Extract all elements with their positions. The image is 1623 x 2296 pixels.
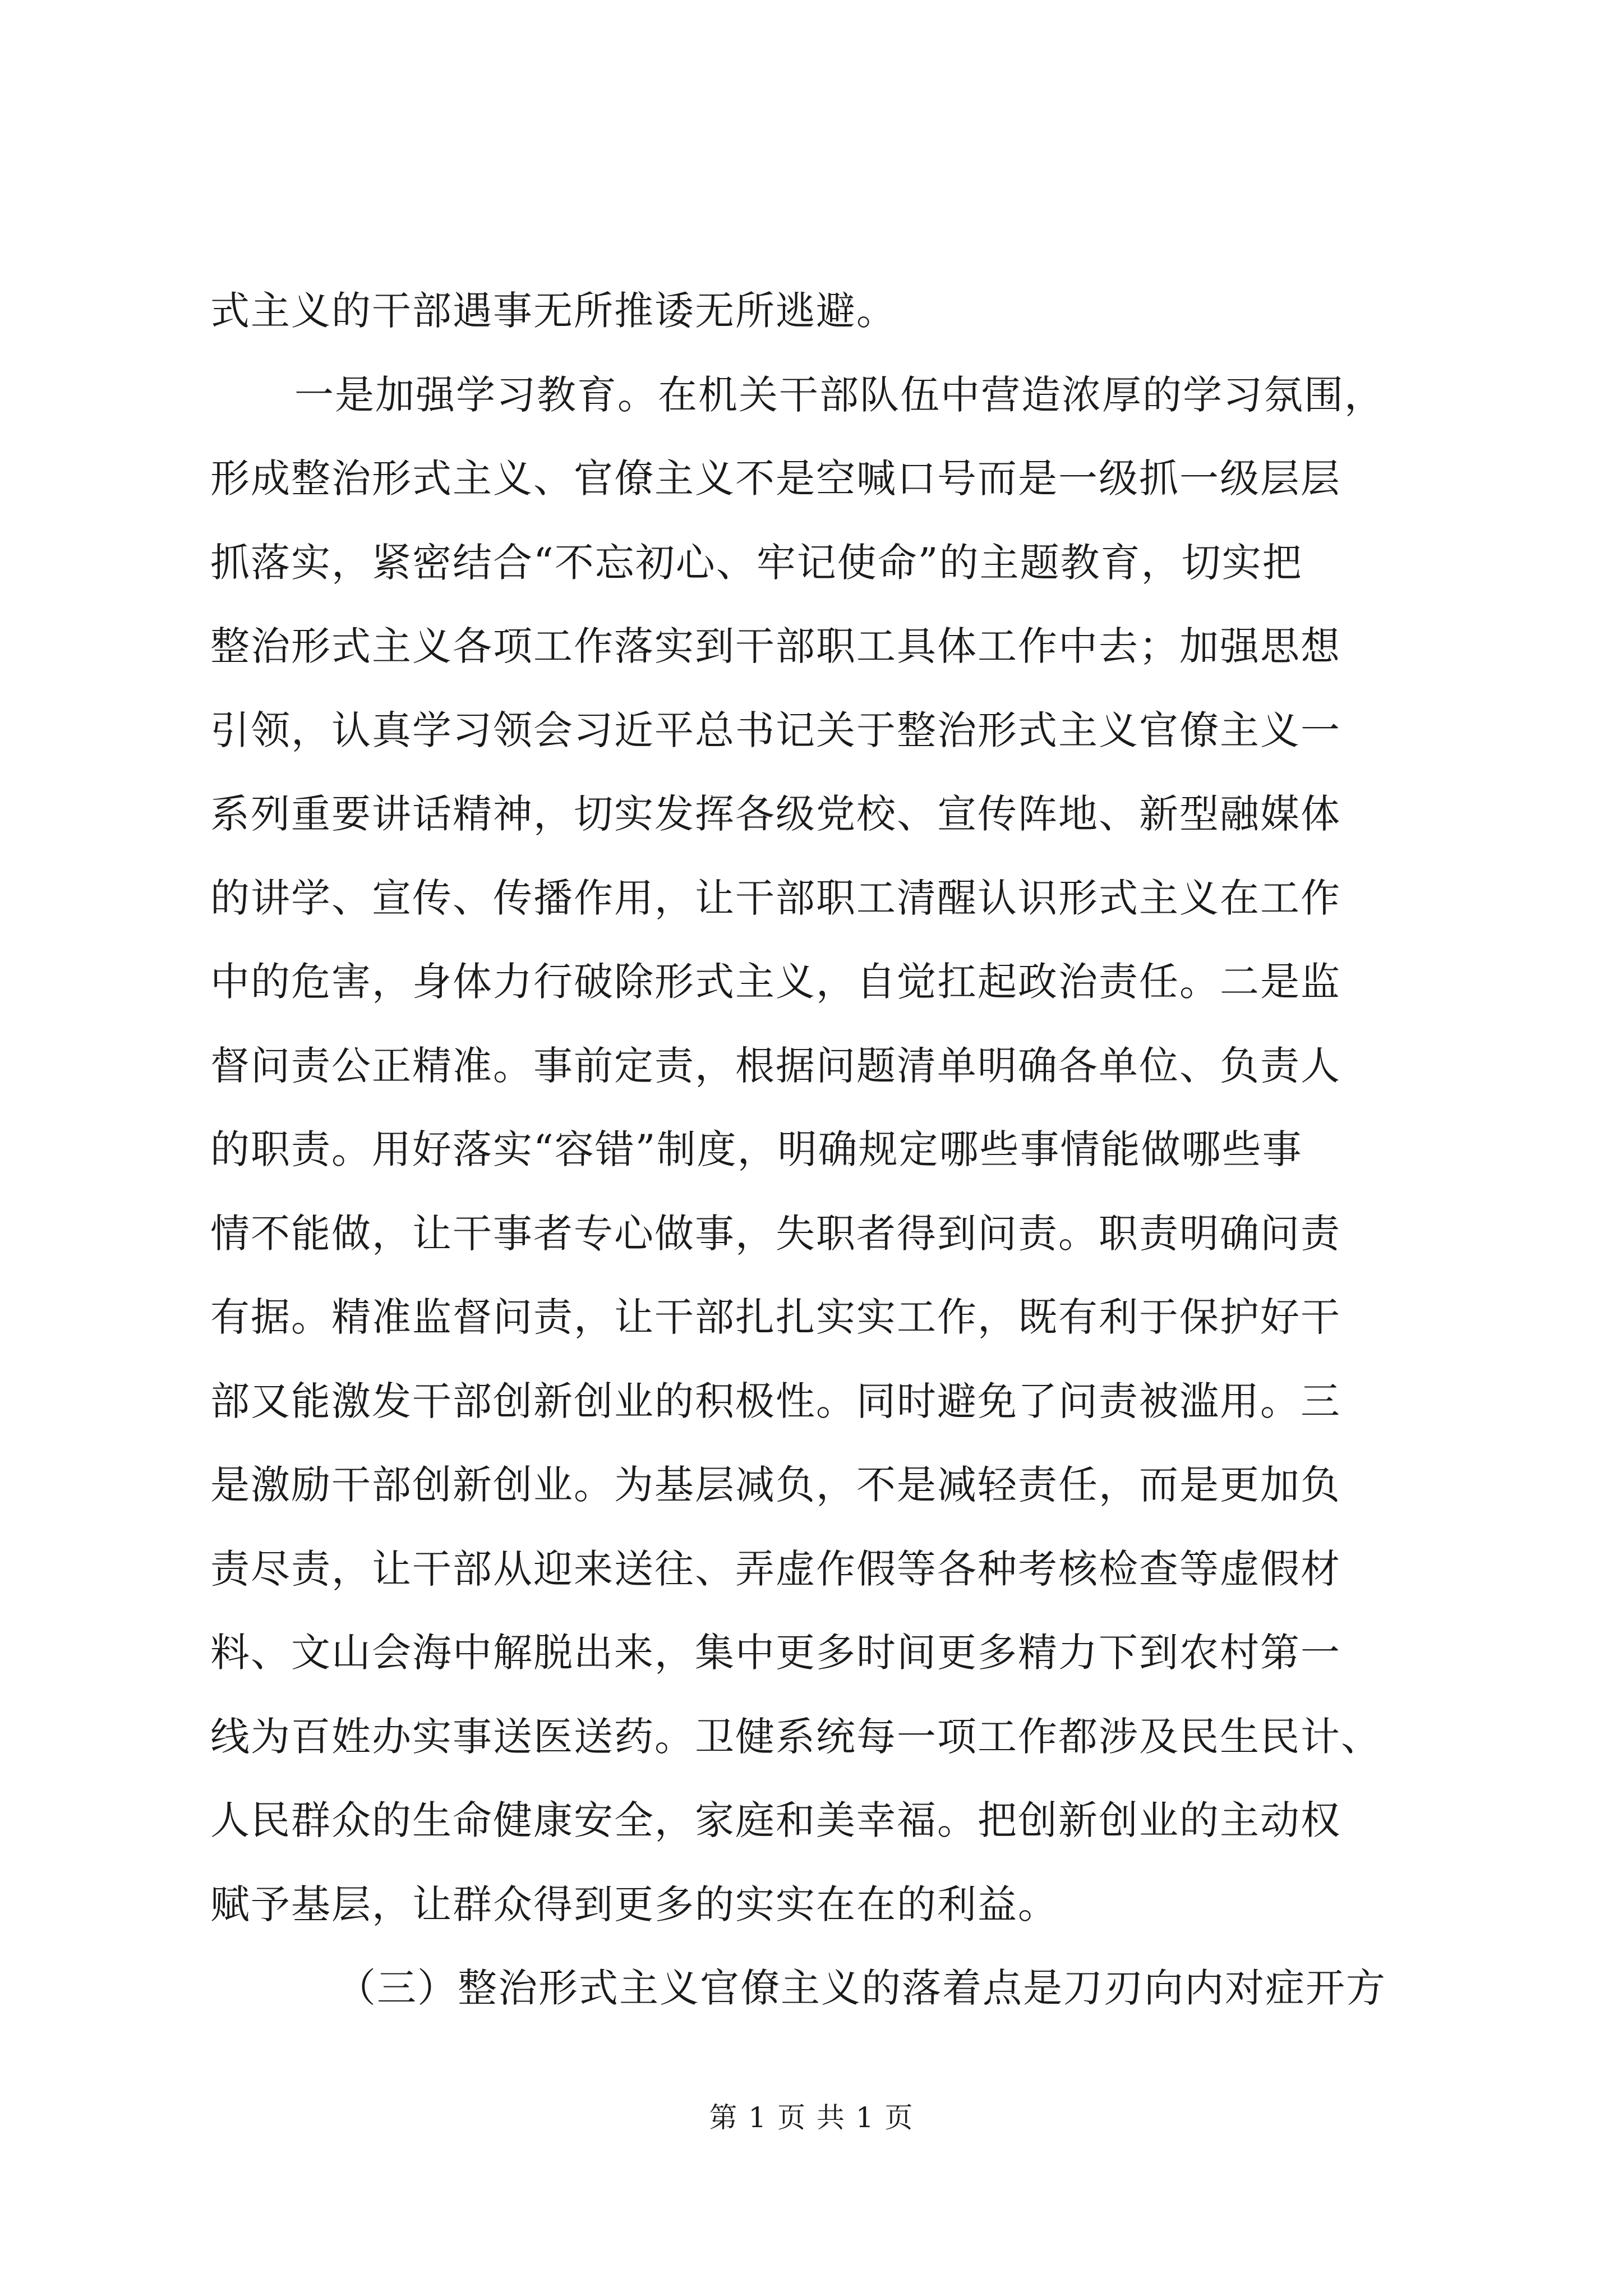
text-line: 督问责公正精准。事前定责，根据问题清单明确各单位、负责人 (210, 1042, 1341, 1089)
text-line: 中的危害，身体力行破除形式主义，自觉扛起政治责任。二是监 (210, 959, 1341, 1005)
text-line: 形成整治形式主义、官僚主义不是空喊口号而是一级抓一级层层 (210, 455, 1341, 501)
page-footer (0, 2101, 1623, 2134)
document-body (210, 269, 1444, 2031)
section-heading: （三）整治形式主义官僚主义的落着点是刀刃向内对症开方 (336, 1965, 1386, 2011)
text-line: 有据。精准监督问责，让干部扎扎实实工作，既有利于保护好干 (210, 1294, 1341, 1340)
text-line: 线为百姓办实事送医送药。卫健系统每一项工作都涉及民生民计、 (210, 1713, 1381, 1760)
page-number: 第 1 页 共 1 页 (709, 2101, 914, 2134)
text-line: 是激励干部创新创业。为基层减负，不是减轻责任，而是更加负 (210, 1462, 1341, 1508)
text-line: 式主义的干部遇事无所推诿无所逃避。 (210, 288, 897, 334)
text-line: 抓落实，紧密结合“不忘初心、牢记使命”的主题教育，切实把 (210, 539, 1303, 586)
text-line: 责尽责，让干部从迎来送往、弄虚作假等各种考核检查等虚假材 (210, 1545, 1341, 1592)
text-line: 情不能做，让干事者专心做事，失职者得到问责。职责明确问责 (210, 1210, 1341, 1257)
text-line: 部又能激发干部创新创业的积极性。同时避免了问责被滥用。三 (210, 1378, 1341, 1424)
text-line: 人民群众的生命健康安全，家庭和美幸福。把创新创业的主动权 (210, 1797, 1341, 1843)
text-line: 一是加强学习教育。在机关干部队伍中营造浓厚的学习氛围， (294, 371, 1385, 418)
text-line: 整治形式主义各项工作落实到干部职工具体工作中去；加强思想 (210, 623, 1341, 669)
text-line: 引领，认真学习领会习近平总书记关于整治形式主义官僚主义一 (210, 707, 1341, 753)
text-line: 系列重要讲话精神，切实发挥各级党校、宣传阵地、新型融媒体 (210, 791, 1341, 837)
text-line: 的讲学、宣传、传播作用，让干部职工清醒认识形式主义在工作 (210, 875, 1341, 921)
text-line: 料、文山会海中解脱出来，集中更多时间更多精力下到农村第一 (210, 1630, 1341, 1676)
text-line: 赋予基层，让群众得到更多的实实在在的利益。 (210, 1881, 1058, 1927)
text-line: 的职责。用好落实“容错”制度，明确规定哪些事情能做哪些事 (210, 1126, 1303, 1172)
